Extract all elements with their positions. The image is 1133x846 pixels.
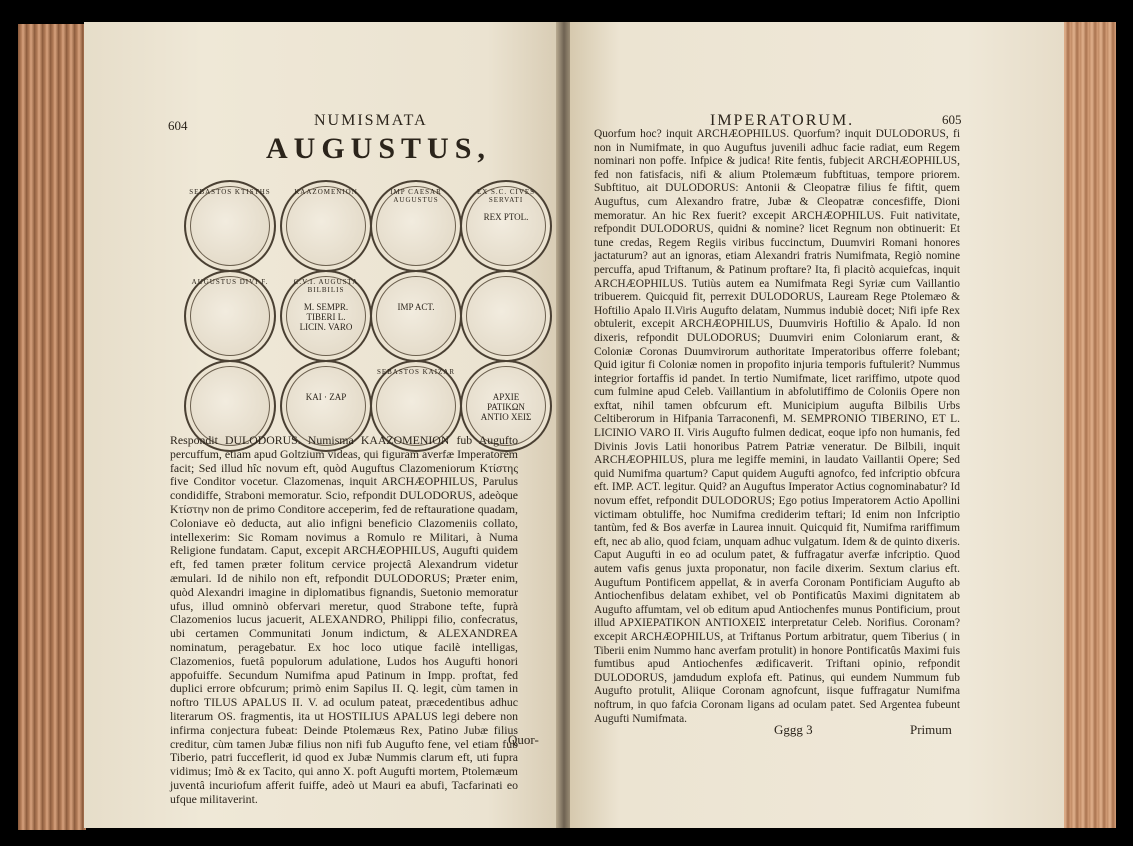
coin-legend: SEBASTOS KTISTHS xyxy=(189,188,271,196)
coin-center: REX PTOL. xyxy=(483,212,529,222)
coin-3 xyxy=(370,180,462,272)
paragraph: Quorfum hoc? inquit ARCHÆOPHILUS. Quorfum? inquit DULODORUS, fi non in Numifmate, in quo Auguftus juvenili adhuc facie radiat, eum Regem nominari non poffe. Infpice & judica! Rite fentis, fubjecit ARCHÆOPHILUS, fed non fatisfacis, nifi & alium Ptolemæum fubftituas, tempore priorem. Subftituo, ait DULODORUS: Antonii & Cleopatræ filius fe fiftit, quem Auguftus, cum Alexandro fratre, Jubæ & Cleopatræ concesfiffe, Dioni memoratur. An hic Rex fuerit? excepit ARCHÆOPHILUS. Fuit nativitate, refpondit DULODORUS, quidni & nomine? licet Regnum non obtinuerit: Et tune credas, Regem Regiis viribus fuccinctum, Duumviri Romani honores jactaturum? aut an ignoras, etiam Alexandri fratris Numifmata, Regiò nomine percuffa, apud Triftanum, & Patinum proftare? Ita, fi placitò acquiefcas, inquit ARCHÆOPHILUS. Tutiùs autem ea Numifmata Regi Syriæ cum Vaillantio tribuerem. Quicquid fit, perrexit DULODORUS, Lauream Rege Ptolemæo & Hoftilio Apalo II.Viris Augufto delatam, Nummus indubiè docet; Nifi ipfe Rex obtulerit, excepit ARCHÆOPHILUS, Duumviris Hoftilio & Apalo. Id non dixeris, refpondit DULODORUS; Duumviri enim Coloniarum erant, & Coloniæ Coronas Duumvirorum authoritate Imperatoribus offerre folebant; Quid igitur fi Coloniæ nomen in propofito injuria temporis fuftulerit? Nummus integrior fortaffis id pandet. In tertio Numifmate, licet rariffimo, utpote quod cum fulmine apud Celeb. Vaillantium in abfolutiffimo de Coloniis Opere non exftat, nihil tamen obfcurum eft. Municipium augufta Bilbilis Urbs Celtiberorum in Hifpania Tarraconenfi, M. SEMPRONIO TIBERINO, ET L. LICINIO VARO II. Viris Augufto fulmen dedicat, eoque ipfo non humanis, fed Divinis Jovis Latii honoribus Patrem Patriæ veneratur. De Bilbili, inquit ARCHÆOPHILUS, plura me legiffe memini, in laudato Vaillantii Opere; Sed quid Numifma quartum? Caput quidem Augufti agnofco, fed infcriptio obfcura eft. IMP. ACT. legitur. Quid? an Auguftus Imperator Actius cognominabatur? Id novum effet, refpondit DULODORUS; Ego potius Imperatorem Actio Apollini victimam obtuliffe, hoc Numifma crediderim teftari; Id enim non Infcriptio tantùm, fed & Bos averfæ in Laurea innuit. Quicquid fit, Numifma rariffimum eft, nec ab alio, quod fciam, unquam adhuc vulgatum. Idem & de quinto dixeris. Caput Augufti in eo ad oculum patet, & fuffragatur averfæ infcriptio. Quod autem vafis genus juxta proponatur, non facile dixerim. Sextum clarius eft. Auguftum Pontificem appellat, & in averfa Coronam Pontificiam Augufto ab Antiochenfibus delatam exhibet, vel ob Pontificatûs Maximi dignitatem ab Augufto affumtam, vel ob editum apud Antiochenfes munus Pontificium, prout illud APXIEPATIKON ANTIOXEIΣ interpretatur Celeb. Norifius. Coronam? excepit ARCHÆOPHILUS, at Triftanus Portum arbitratur, quem Tiberius ( in Tiberii enim Nummo hanc averfam protulit) in honore Pontificatûs Maximi fuis fumtibus apud Antiochenfes ædificaverit. Triftani opinio, refpondit DULODORUS, jamdudum explofa eft. Patinus, qui eundem Nummum fub Augufto protulit, Aliique Coronam agnofcunt, iisque fuffragatur Numifma noftrum, in quo fafcia Coronam ligans ad oculam patet. Sed Argentea fubeunt Augufti Numifmata. xyxy=(594,128,960,725)
left-page xyxy=(84,22,559,828)
paragraph: Respondit DULODORUS. Numisma KAAZOMENION fub Augufto percuffum, etiam apud Goltzium videas, qui figuram averfæ Imperatorem facit; Sed illud hîc novum eft, quòd Auguftus Clazomeniorum Κτίστης five Conditor vocetur. Clazomenas, inquit ARCHÆOPHILUS, Parulus condidiffe, Straboni memoratur. Scio, refpondit DULODORUS, adeòque Κτίστην non de primo Conditore acceperim, fed de reftauratione quadam, Coloniave eò deducta, aut alio infigni beneficio Clazomeniis collato, intellexerim: Sic Romam novimus a Romulo re Militari, à Numa Religione fundatam. Caput, excepit ARCHÆOPHILUS, Augufti quidem eft, fed tamen præter folitum cervice projectâ Alexandrum videtur æmulari. Id de nihilo non eft, refpondit DULODORUS; Præter enim, quòd Alexandri imagine in diplomatibus fignandis, Suetonio memoratur ufus, illud omninò obfervari meretur, quod Strabone tefte, fuprà Clazomenios lucus jacuerit, ALEXANDRO, Philippi filio, confecratus, ubi certamen Communitati Jonum indictum, & ALEXANDREA nominatum, peragebatur. Ex hoc loco utique facilè intelligas, Clazomenios, fuetâ populorum adulatione, Ludos hos Augufti honori appofuiffe. Secundum Numifma apud Patinum in Impp. proftat, fed duplici errore obfcurum; primò enim Sapilus II. Q. legit, cùm tamen in noftro TILUS APALUS II. V. ad oculum pateat, præcedentibus adhuc literarum OS. fragmentis, ita ut HOSTILIUS APALUS legi debere non infirma conjectura fubeat: Deinde Ptolemæus Rex, Patino Jubæ filius creditur, cùm tamen Jubæ filius non nifi fub Augufto fene, vel etiam fub Tiberio, patri fucceflerit, id quod ex Jubæ Nummis clarum eft, uti fupra vidimus; Imò & ex Tacito, qui anno X. poft Augufti mortem, Ptolemæum juventâ incuriofum afferit fuiffe, adeò ut Mauri ea abufi, Tacfarinati eo ufque militaverint. xyxy=(170,433,518,806)
running-head-left: NUMISMATA xyxy=(314,112,428,129)
right-page xyxy=(570,22,1064,828)
running-head-right: IMPERATORUM. xyxy=(710,112,855,129)
coin-legend: KAAZOMENION xyxy=(294,188,358,196)
page-title: AUGUSTUS, xyxy=(266,132,491,165)
coin-legend: SEBASTOS KAIZAR xyxy=(376,368,456,376)
signature-mark: Gggg 3 xyxy=(774,722,813,737)
coin-5 xyxy=(184,270,276,362)
coin-6 xyxy=(280,270,372,362)
catchword-right: Primum xyxy=(910,722,952,737)
catchword-left: Quor- xyxy=(508,732,539,747)
coin-8 xyxy=(460,270,552,362)
coin-center: APXIE PATIKΩN ANTIO XEIΣ xyxy=(480,392,532,422)
coin-center: M. SEMPR. TIBERI L. LICIN. VARO xyxy=(299,302,353,332)
coin-1 xyxy=(184,180,276,272)
body-text-left xyxy=(170,433,518,806)
right-page-edges xyxy=(1062,22,1116,828)
left-page-edges xyxy=(18,24,86,830)
page-number-right: 605 xyxy=(942,112,962,127)
coin-legend: EX S.C. CIVES SERVATI xyxy=(476,188,536,204)
coin-7 xyxy=(370,270,462,362)
coin-center: KAI · ZAP xyxy=(305,392,347,402)
coin-legend: C.V.I. AUGUSTA BILBILIS xyxy=(293,278,359,294)
coin-legend: AUGUSTUS DIVI F. xyxy=(191,278,269,286)
coin-plate xyxy=(184,180,536,448)
coin-4 xyxy=(460,180,552,272)
body-text-right xyxy=(594,128,960,725)
coin-legend: IMP CAESAR AUGUSTUS xyxy=(390,188,442,204)
page-number-left: 604 xyxy=(168,118,188,133)
coin-center: IMP ACT. xyxy=(397,302,435,312)
coin-2 xyxy=(280,180,372,272)
